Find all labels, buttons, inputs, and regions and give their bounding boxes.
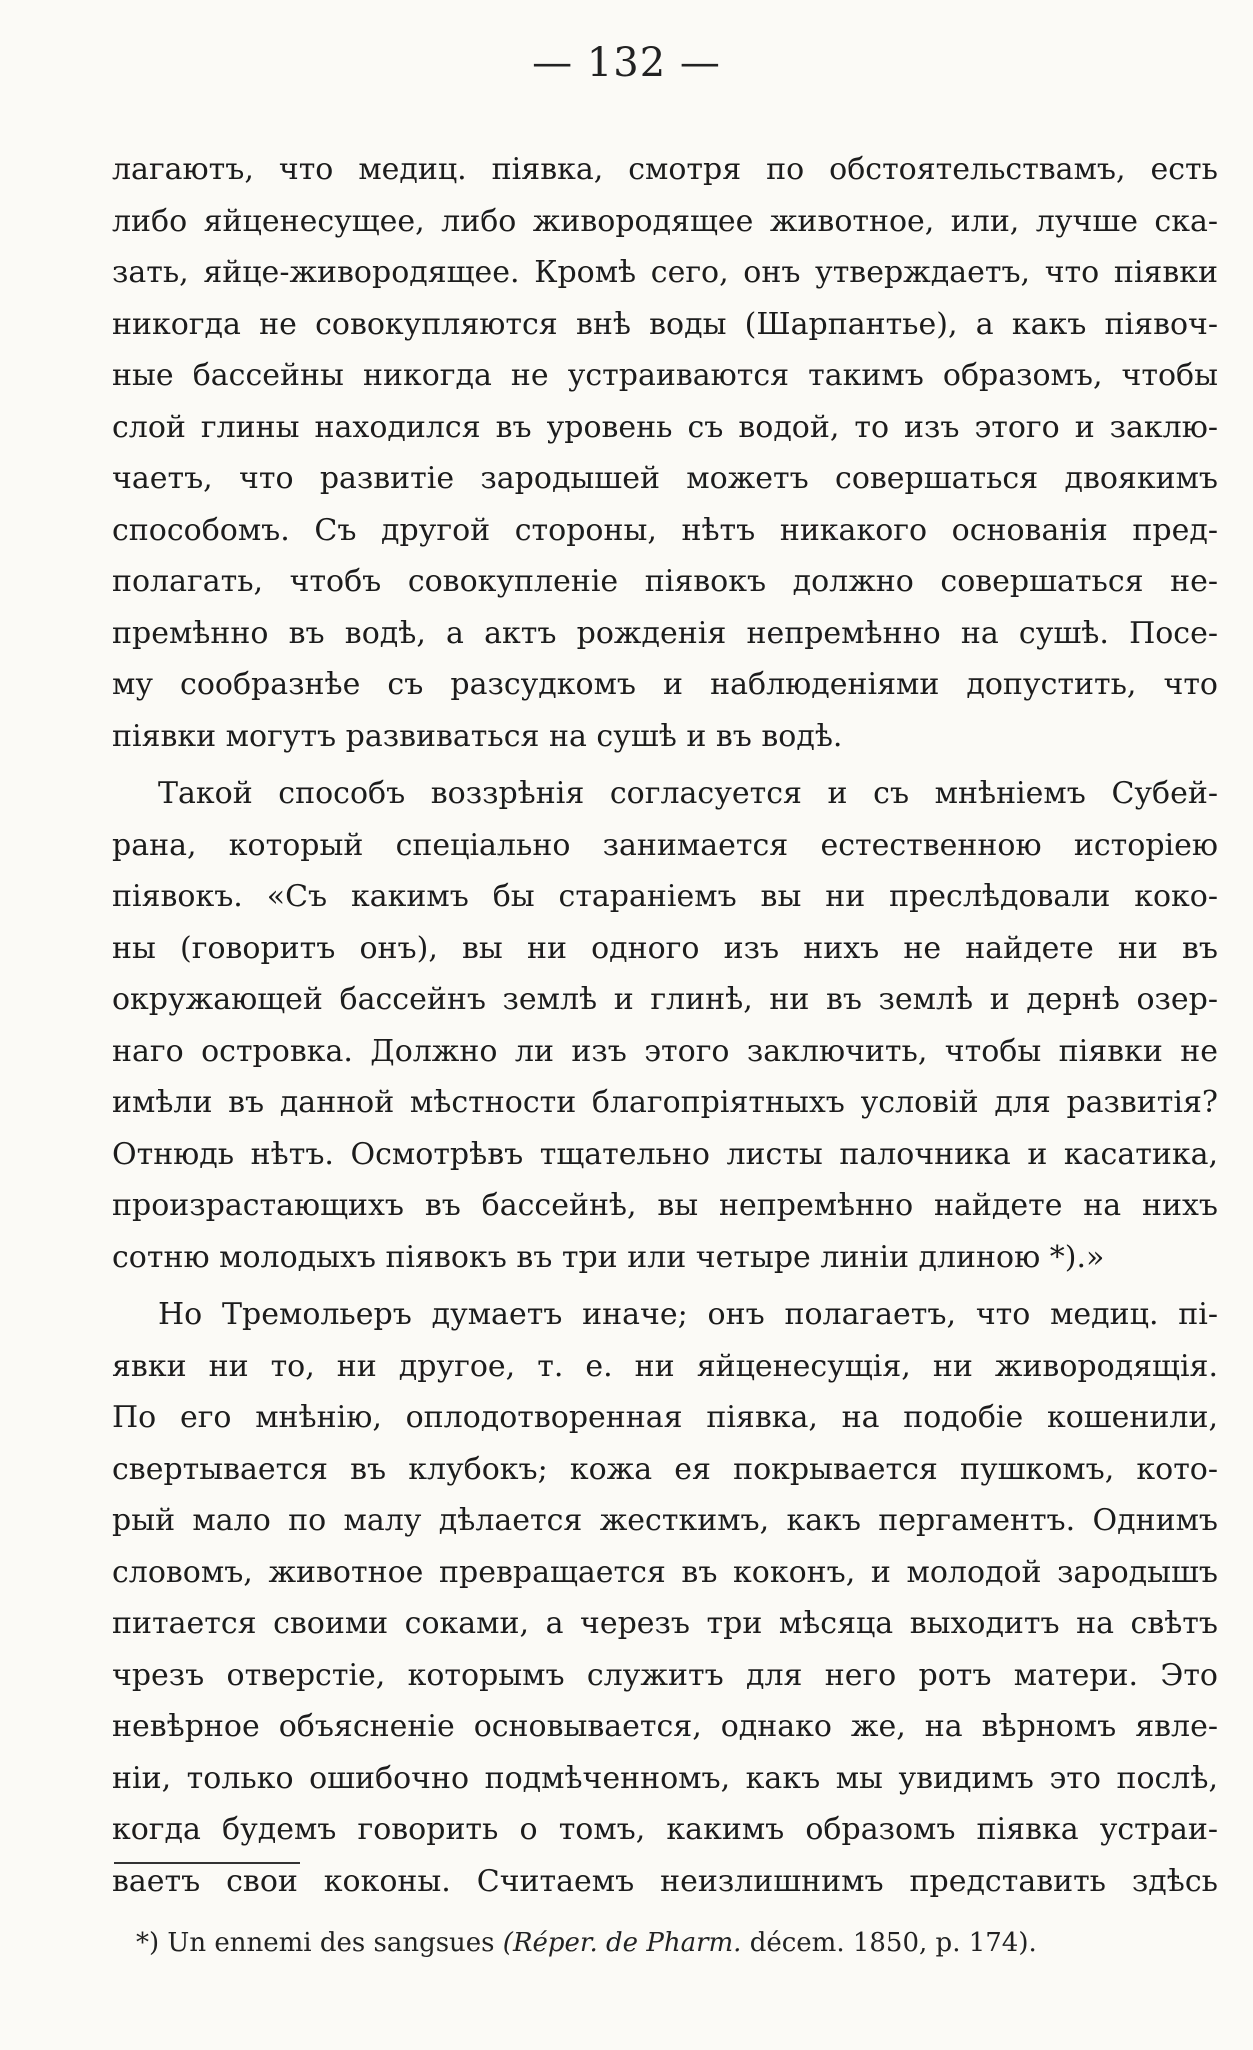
paragraph-3: [112, 1289, 1218, 1907]
footnote-text: Un ennemi des sangsues: [167, 1928, 495, 1958]
text-line: окружающей бассейнъ землѣ и глинѣ, ни въ землѣ и дернѣ озер-: [112, 982, 1218, 1017]
text-line: ны (говоритъ онъ), вы ни одного изъ нихъ не найдете ни въ: [112, 930, 1218, 966]
text-line: рый мало по малу дѣлается жесткимъ, какъ пергаментъ. Однимъ: [112, 1503, 1218, 1538]
text-line: слой глины находился въ уровень съ водой, то изъ этого и заклю-: [112, 409, 1218, 445]
text-line: питается своими соками, а черезъ три мѣсяца выходитъ на свѣтъ: [112, 1606, 1218, 1641]
text-line: чрезъ отверстіе, которымъ служитъ для него ротъ матери. Это: [112, 1657, 1218, 1693]
text-line: Такой способъ воззрѣнія согласуется и съ мнѣніемъ Субей-: [158, 776, 1218, 811]
text-line: ваетъ свои коконы. Считаемъ неизлишнимъ представить здѣсь: [112, 1863, 1218, 1899]
text-line: сотню молодыхъ піявокъ въ три или четыре линіи длиною *).»: [112, 1239, 1105, 1275]
paragraph-1: [112, 144, 1218, 762]
text-line: премѣнно въ водѣ, а актъ рожденія непремѣнно на сушѣ. Посе-: [112, 615, 1218, 651]
text-line: чаетъ, что развитіе зародышей можетъ совершаться двоякимъ: [112, 461, 1218, 496]
text-line: лагаютъ, что медиц. піявка, смотря по обстоятельствамъ, есть: [112, 152, 1218, 187]
text-line: ные бассейны никогда не устраиваются такимъ образомъ, чтобы: [112, 358, 1218, 393]
text-line: му сообразнѣе съ разсудкомъ и наблюденіями допустить, что: [112, 667, 1218, 702]
text-line: піявокъ. «Съ какимъ бы стараніемъ вы ни преслѣдовали коко-: [112, 879, 1218, 914]
text-line: свертывается въ клубокъ; кожа ея покрывается пушкомъ, кото-: [112, 1451, 1218, 1487]
footnote-source: (Réper. de Pharm.: [502, 1928, 742, 1958]
text-line: явки ни то, ни другое, т. е. ни яйценесущія, ни живородящія.: [112, 1348, 1218, 1384]
footnote-divider: [114, 1862, 300, 1864]
text-line: піявки могутъ развиваться на сушѣ и въ водѣ.: [112, 718, 843, 754]
text-line: произрастающихъ въ бассейнѣ, вы непремѣнно найдете на нихъ: [112, 1188, 1218, 1223]
footnote: [136, 1928, 1037, 1958]
text-line: либо яйценесущее, либо живородящее животное, или, лучше ска-: [112, 203, 1218, 239]
text-line: наго островка. Должно ли изъ этого заключить, чтобы піявки не: [112, 1033, 1218, 1069]
text-line: имѣли въ данной мѣстности благопріятныхъ условій для развитія?: [112, 1085, 1218, 1120]
footnote-date: décem. 1850, p. 174).: [749, 1928, 1037, 1958]
text-line: Отнюдь нѣтъ. Осмотрѣвъ тщательно листы палочника и касатика,: [112, 1136, 1218, 1172]
text-line: когда будемъ говорить о томъ, какимъ образомъ піявка устраи-: [112, 1812, 1218, 1847]
text-line: невѣрное объясненіе основывается, однако же, на вѣрномъ явле-: [112, 1709, 1218, 1744]
text-line: способомъ. Съ другой стороны, нѣтъ никакого основанія пред-: [112, 512, 1218, 548]
text-line: никогда не совокупляются внѣ воды (Шарпантье), а какъ піявоч-: [112, 306, 1218, 342]
text-line: полагать, чтобъ совокупленіе піявокъ должно совершаться не-: [112, 564, 1218, 599]
text-line: По его мнѣнію, оплодотворенная піявка, на подобіе кошенили,: [112, 1400, 1218, 1435]
text-line: Но Тремольеръ думаетъ иначе; онъ полагаетъ, что медиц. пі-: [158, 1297, 1218, 1332]
page-number: — 132 —: [532, 40, 721, 86]
paragraph-2: [112, 768, 1218, 1283]
text-line: ніи, только ошибочно подмѣченномъ, какъ мы увидимъ это послѣ,: [112, 1760, 1218, 1796]
text-line: рана, который спеціально занимается естественною исторіею: [112, 827, 1218, 863]
footnote-marker: *): [136, 1928, 160, 1958]
text-line: зать, яйце-живородящее. Кромѣ сего, онъ утверждаетъ, что піявки: [112, 255, 1218, 290]
text-line: словомъ, животное превращается въ коконъ, и молодой зародышъ: [112, 1554, 1218, 1590]
body-text: [112, 144, 1218, 1907]
